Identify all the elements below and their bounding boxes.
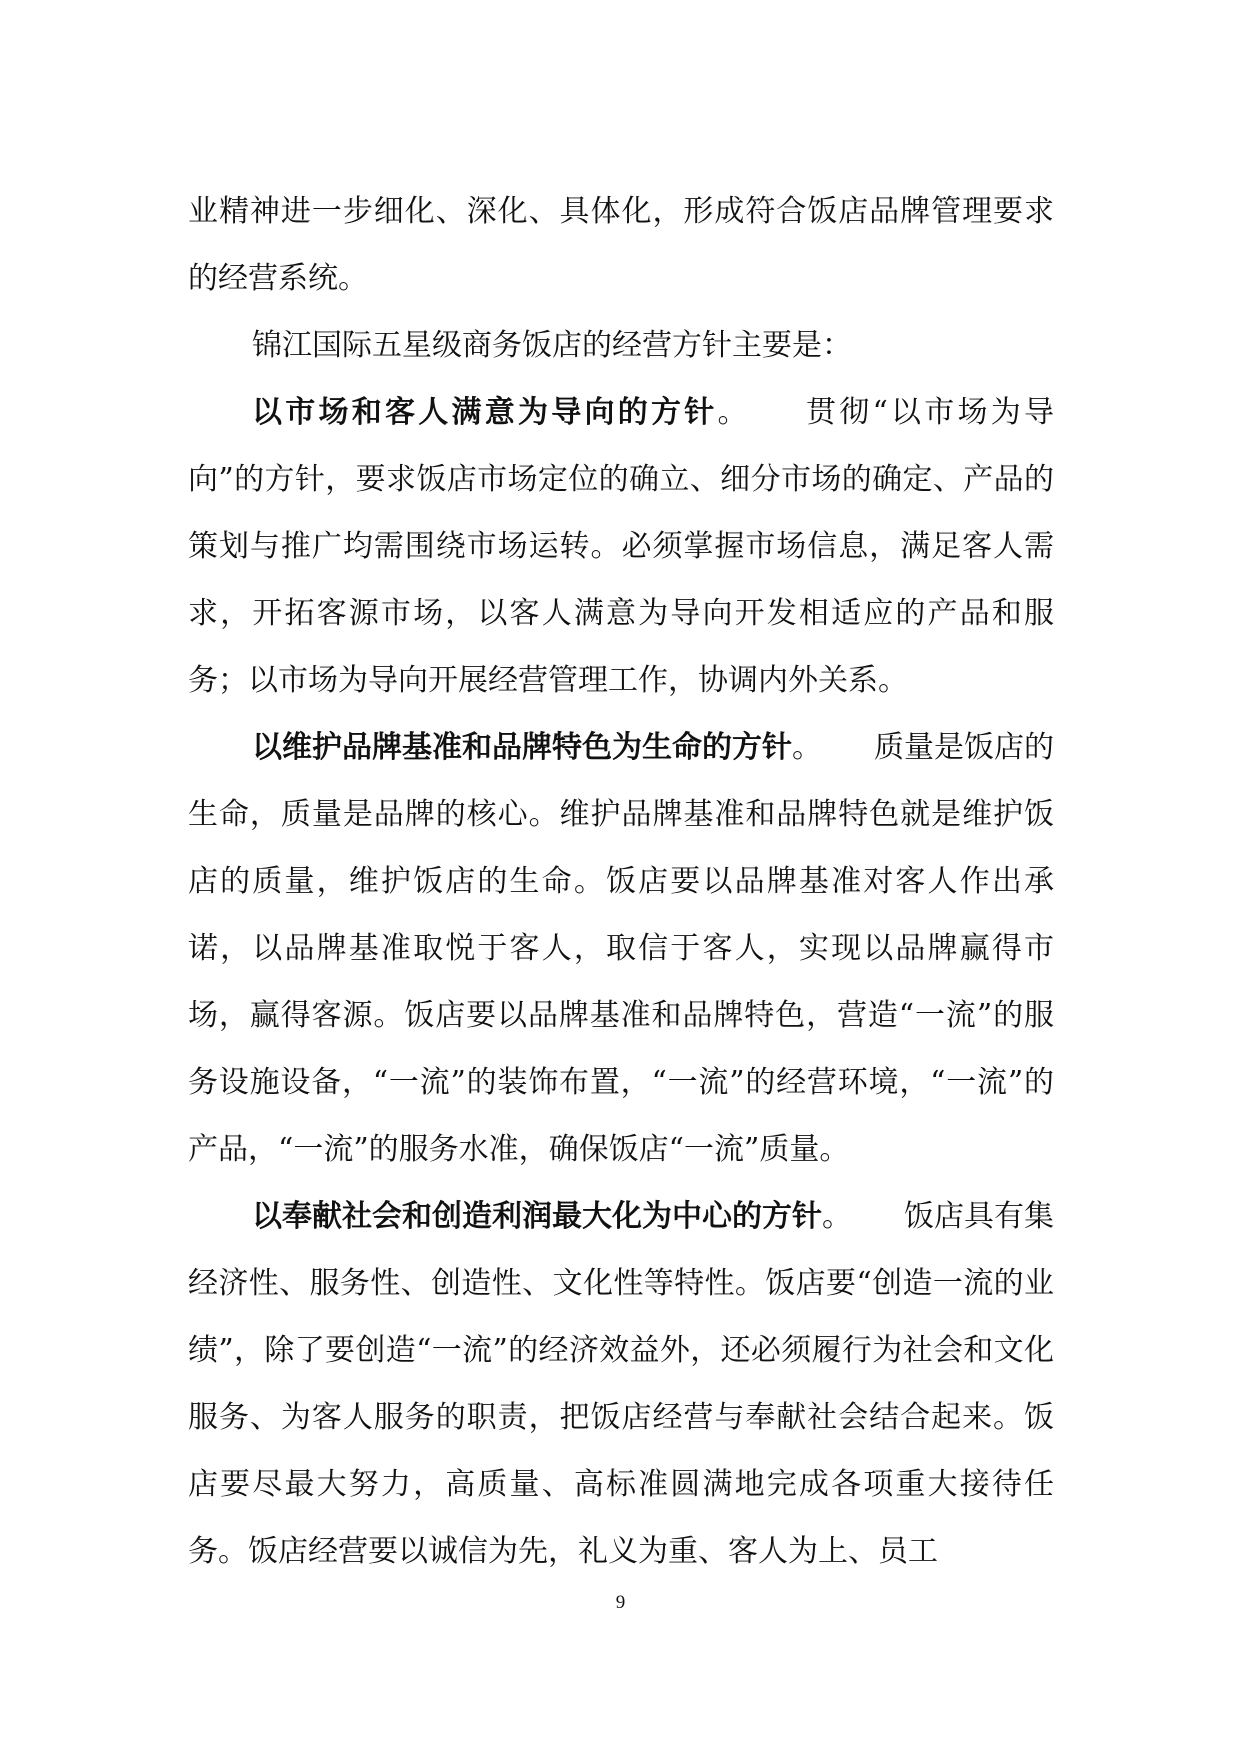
paragraph-market-policy xyxy=(188,379,1054,714)
paragraph-text: 锦江国际五星级商务饭店的经营方针主要是： xyxy=(252,328,852,363)
paragraph-continuation xyxy=(188,178,1054,312)
paragraph-brand-policy xyxy=(188,714,1054,1183)
heading-punctuation: 。 xyxy=(717,395,751,430)
paragraph-intro xyxy=(188,312,1054,379)
paragraph-text: 业精神进一步细化、深化、具体化，形成符合饭店品牌管理要求的经营系统。 xyxy=(188,194,1054,296)
paragraph-society-policy xyxy=(188,1183,1054,1585)
section-heading: 以奉献社会和创造利润最大化为中心的方针 xyxy=(252,1199,822,1234)
section-heading: 以市场和客人满意为导向的方针 xyxy=(252,395,718,430)
document-body xyxy=(188,178,1054,1585)
section-heading: 以维护品牌基准和品牌特色为生命的方针 xyxy=(252,730,792,765)
heading-punctuation: 。 xyxy=(822,1199,852,1234)
heading-punctuation: 。 xyxy=(792,730,822,765)
paragraph-text: 贯彻“以市场为导向”的方针，要求饭店市场定位的确立、细分市场的确定、产品的策划与推广均需围绕市场运转。必须掌握市场信息，满足客人需求，开拓客源市场，以客人满意为导向开发相适应的产品和服务；以市场为导向开展经营管理工作，协调内外关系。 xyxy=(188,395,1055,698)
paragraph-text: 质量是饭店的生命，质量是品牌的核心。维护品牌基准和品牌特色就是维护饭店的质量，维护饭店的生命。饭店要以品牌基准对客人作出承诺，以品牌基准取悦于客人，取信于客人，实现以品牌赢得市场，赢得客源。饭店要以品牌基准和品牌特色，营造“一流”的服务设施设备，“一流”的装饰布置，“一流”的经营环境，“一流”的产品，“一流”的服务水准，确保饭店“一流”质量。 xyxy=(188,730,1054,1167)
page-number: 9 xyxy=(615,1592,626,1613)
paragraph-text: 饭店具有集经济性、服务性、创造性、文化性等特性。饭店要“创造一流的业绩”，除了要创造“一流”的经济效益外，还必须履行为社会和文化服务、为客人服务的职责，把饭店经营与奉献社会结合起来。饭店要尽最大努力，高质量、高标准圆满地完成各项重大接待任务。饭店经营要以诚信为先，礼义为重、客人为上、员工 xyxy=(188,1199,1054,1569)
